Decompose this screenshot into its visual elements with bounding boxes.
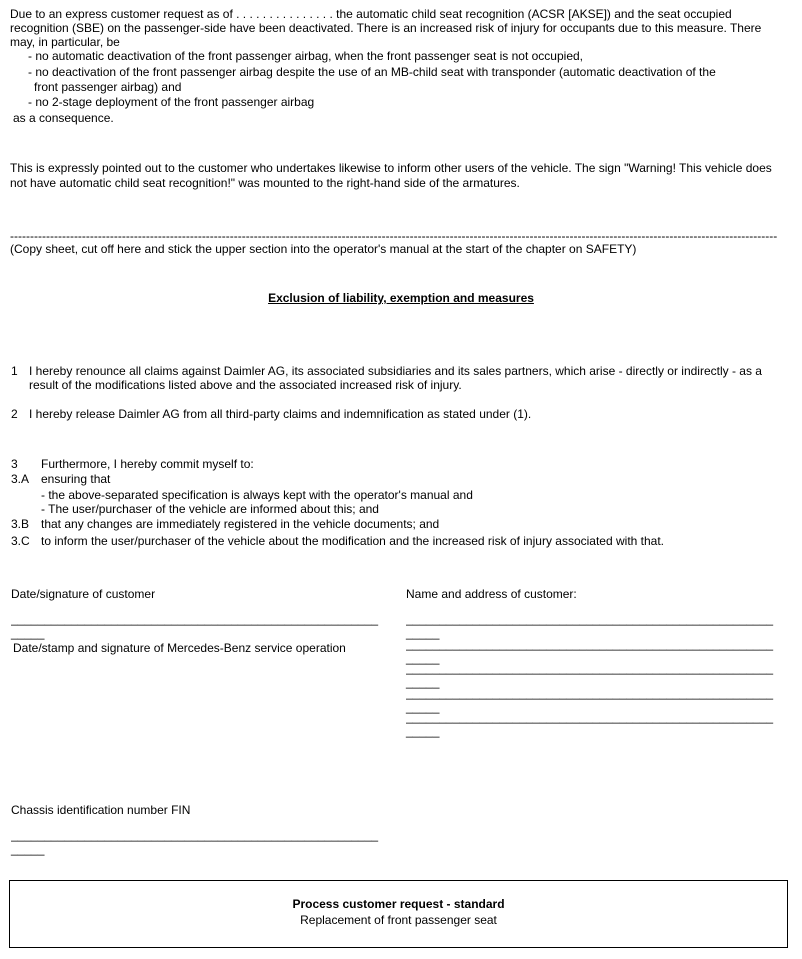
address-line-2-tail: _____ xyxy=(406,651,440,665)
intro-bullet-2: - no deactivation of the front passenger airbag despite the use of an MB-child seat with transponder (automatic deactivation of the xyxy=(28,65,716,79)
section-heading: Exclusion of liability, exemption and measures xyxy=(268,291,534,305)
chassis-line-tail: _____ xyxy=(11,842,45,856)
clause-1-line-2: result of the modifications listed above and the associated increased risk of injury. xyxy=(29,378,462,392)
clause-3a-sub-2: - The user/purchaser of the vehicle are informed about this; and xyxy=(41,502,379,516)
footer-box xyxy=(9,880,788,948)
clause-3a-text: ensuring that xyxy=(41,472,111,486)
address-line-4-tail: _____ xyxy=(406,700,440,714)
intro-line-3: may, in particular, be xyxy=(10,35,120,49)
address-line-2: _______________________________________________________ xyxy=(406,637,774,651)
customer-signature-line-tail: _____ xyxy=(11,626,45,640)
chassis-label: Chassis identification number FIN xyxy=(11,803,191,817)
address-line-5: _______________________________________________________ xyxy=(406,710,774,724)
service-signature-label: Date/stamp and signature of Mercedes-Benz service operation xyxy=(13,641,346,655)
notice-line-2: not have automatic child seat recognition!" was mounted to the right-hand side of the armatures. xyxy=(10,176,520,190)
cut-instruction: (Copy sheet, cut off here and stick the upper section into the operator's manual at the start of the chapter on SAFETY) xyxy=(10,242,637,256)
address-line-1: _______________________________________________________ xyxy=(406,612,774,626)
clause-3b-text: that any changes are immediately registered in the vehicle documents; and xyxy=(41,517,440,531)
chassis-line: _______________________________________________________ xyxy=(11,828,379,842)
intro-line-1: Due to an express customer request as of . . . . . . . . . . . . . . . the automatic child seat recognition (ACSR [AKSE]) and the seat occupied xyxy=(10,7,732,21)
name-address-label: Name and address of customer: xyxy=(406,587,577,601)
address-line-4: _______________________________________________________ xyxy=(406,686,774,700)
clause-3b-number: 3.B xyxy=(11,517,30,531)
clause-3-text: Furthermore, I hereby commit myself to: xyxy=(41,457,254,471)
address-line-5-tail: _____ xyxy=(406,724,440,738)
address-line-3-tail: _____ xyxy=(406,675,440,689)
intro-line-2: recognition (SBE) on the passenger-side have been deactivated. There is an increased risk of injury for occupants due to this measure. There xyxy=(10,21,762,35)
clause-3c-number: 3.C xyxy=(11,534,30,548)
cut-line: ------------------------------------------------------------------------------------------------------------------------------------------------------------------------------------------------ xyxy=(10,229,778,243)
customer-signature-line: _______________________________________________________ xyxy=(11,612,379,626)
clause-2-number: 2 xyxy=(11,407,18,421)
clause-2-text: I hereby release Daimler AG from all third-party claims and indemnification as stated under (1). xyxy=(29,407,532,421)
notice-line-1: This is expressly pointed out to the customer who undertakes likewise to inform other users of the vehicle. The sign "Warning! This vehicle does xyxy=(10,161,772,175)
intro-consequence: as a consequence. xyxy=(13,111,114,125)
footer-subtitle: Replacement of front passenger seat xyxy=(300,913,497,927)
intro-bullet-3: - no 2-stage deployment of the front passenger airbag xyxy=(28,95,315,109)
clause-3-number: 3 xyxy=(11,457,18,471)
intro-bullet-1: - no automatic deactivation of the front passenger airbag, when the front passenger seat is not occupied, xyxy=(28,49,584,63)
clause-1-line-1: I hereby renounce all claims against Daimler AG, its associated subsidiaries and its sales partners, which arise - directly or indirectly - as a xyxy=(29,364,762,378)
customer-signature-label: Date/signature of customer xyxy=(11,587,156,601)
footer-title: Process customer request - standard xyxy=(292,897,505,911)
address-line-3: _______________________________________________________ xyxy=(406,661,774,675)
clause-1-number: 1 xyxy=(11,364,18,378)
address-line-1-tail: _____ xyxy=(406,626,440,640)
clause-3a-sub-1: - the above-separated specification is always kept with the operator's manual and xyxy=(41,488,473,502)
clause-3a-number: 3.A xyxy=(11,472,30,486)
clause-3c-text: to inform the user/purchaser of the vehicle about the modification and the increased risk of injury associated with that. xyxy=(41,534,665,548)
intro-bullet-2-cont: front passenger airbag) and xyxy=(34,80,182,94)
